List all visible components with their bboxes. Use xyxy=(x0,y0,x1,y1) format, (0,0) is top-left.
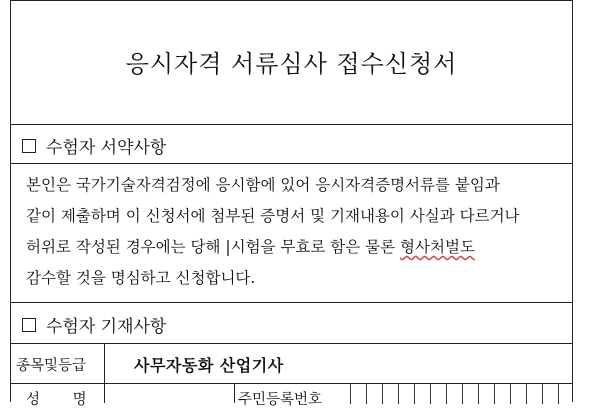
entry-checkbox[interactable] xyxy=(22,318,36,332)
rule-below-pledge-text xyxy=(10,302,573,303)
id-label: 주민등록번호 xyxy=(238,392,323,408)
pledge-line-4: 감수할 것을 명심하고 신청합니다. xyxy=(26,269,256,287)
grade-divider xyxy=(104,343,105,383)
id-digit-box[interactable] xyxy=(430,384,431,404)
pledge-text xyxy=(26,170,572,294)
id-digit-box[interactable] xyxy=(478,384,479,404)
id-divider xyxy=(234,383,235,403)
rule-below-entry-heading xyxy=(10,343,573,344)
id-digit-box[interactable] xyxy=(366,384,367,404)
id-digit-box[interactable] xyxy=(398,384,399,404)
pledge-checkbox[interactable] xyxy=(22,139,36,153)
id-digit-box[interactable] xyxy=(350,384,351,404)
rule-below-title xyxy=(10,124,573,125)
id-digit-box[interactable] xyxy=(526,384,527,404)
id-digit-box[interactable] xyxy=(414,384,415,404)
id-digit-box[interactable] xyxy=(510,384,511,404)
page-title: 응시자격 서류심사 접수신청서 xyxy=(125,50,458,78)
pledge-line-1: 본인은 국가기술자격검정에 응시함에 있어 응시자격증명서류를 붙임과 xyxy=(26,176,500,194)
pledge-line-3-underlined: 형사처벌도 xyxy=(400,238,475,256)
id-digit-box[interactable] xyxy=(494,384,495,404)
id-digit-box[interactable] xyxy=(462,384,463,404)
id-digit-box[interactable] xyxy=(446,384,447,404)
id-digit-box[interactable] xyxy=(382,384,383,404)
rule-below-pledge-heading xyxy=(10,163,573,164)
grade-value[interactable]: 사무자동화 산업기사 xyxy=(134,356,284,375)
name-label: 성 명 xyxy=(26,392,101,408)
id-digit-box[interactable] xyxy=(542,384,543,404)
rule-below-grade-row xyxy=(10,383,573,384)
name-divider xyxy=(104,383,105,403)
pledge-heading xyxy=(22,133,166,158)
pledge-line-3-text: 허위로 작성된 경우에는 당해 |시험을 무효로 함은 물론 xyxy=(26,238,401,256)
pledge-heading-text: 수험자 서약사항 xyxy=(46,138,167,158)
id-digit-box[interactable] xyxy=(558,384,559,404)
pledge-line-2: 같이 제출하며 이 신청서에 첨부된 증명서 및 기재내용이 사실과 다르거나 xyxy=(26,207,520,225)
entry-heading-text: 수험자 기재사항 xyxy=(46,317,167,337)
grade-label: 종목및등급 xyxy=(16,358,87,374)
entry-heading xyxy=(22,312,166,337)
rule-top xyxy=(10,0,573,1)
pledge-line-3 xyxy=(26,232,572,263)
